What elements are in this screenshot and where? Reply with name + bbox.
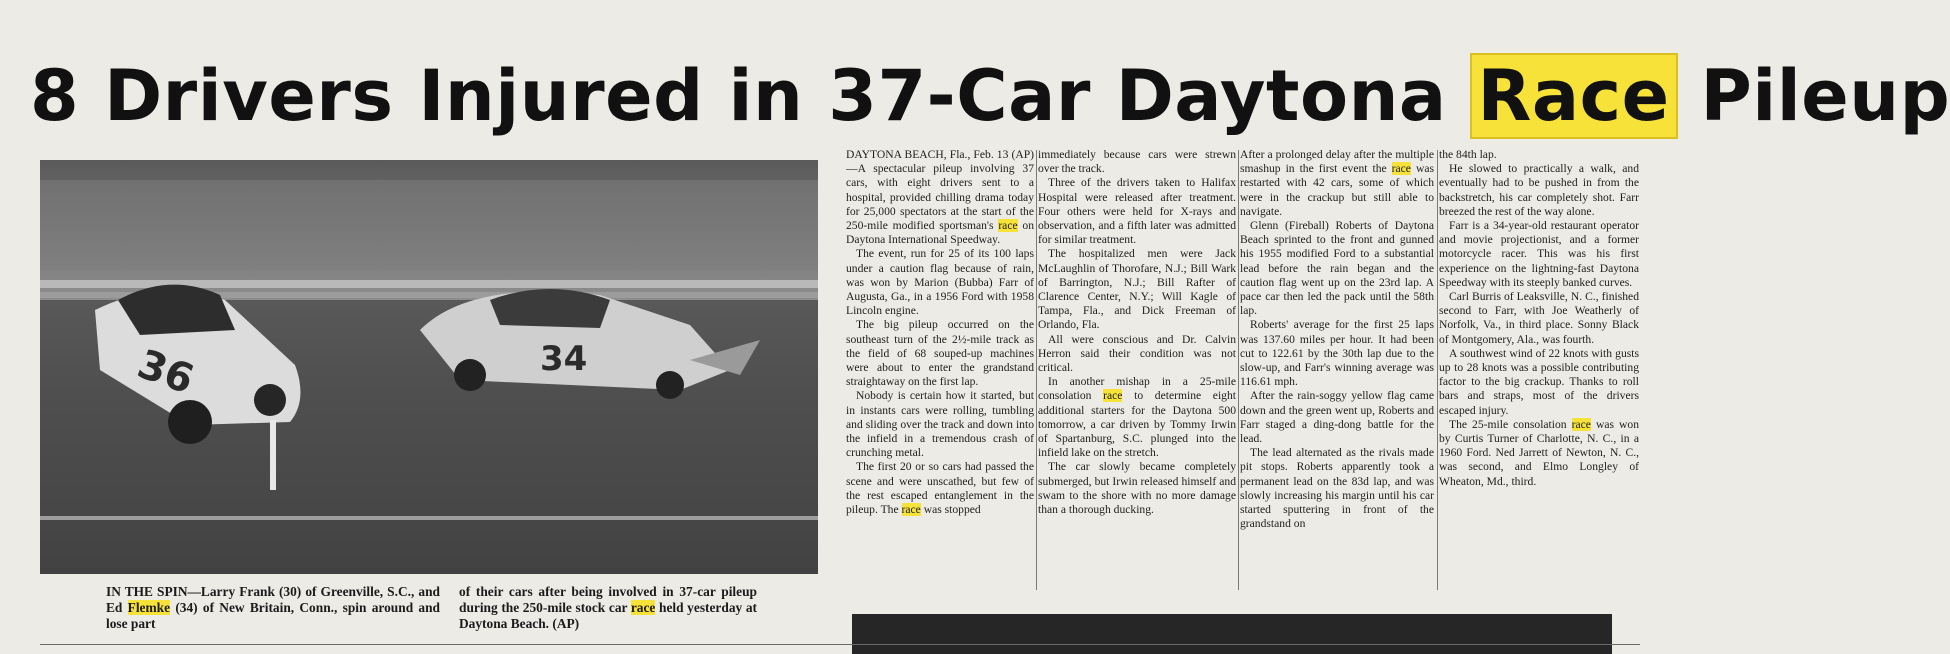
article-paragraph <box>1240 446 1434 531</box>
highlighted-word: race <box>1391 162 1411 176</box>
paragraph-text: The event, run for 25 of its 100 laps under a caution flag because of rain, was won by Marion (Bubba) Farr of Augusta, Ga., in a 1956 Ford with 1958 Lincoln engine. <box>846 247 1034 318</box>
paragraph-text: The big pileup occurred on the southeast turn of the 2½-mile track as the field of 68 souped-up machines were about to enter the grandstand straightaway on the first lap. <box>846 318 1034 389</box>
photo-caption-left <box>106 584 440 632</box>
photo-caption-right <box>459 584 757 632</box>
article-paragraph <box>846 389 1034 460</box>
paragraph-text: The car slowly became completely submerged, but Irwin released himself and swam to the shore with no more damage than a thorough ducking. <box>1038 460 1236 517</box>
caption-text: of their cars after being involved in 37-car pileup during the 250-mile stock car <box>459 584 757 615</box>
article-paragraph <box>1038 247 1236 332</box>
paragraph-text: The 25-mile consolation <box>1449 417 1572 431</box>
caption-highlight: Flemke <box>127 600 171 615</box>
caption-text: (34) of New Britain, Conn., spin around and lose part <box>106 600 440 631</box>
article-paragraph <box>1439 148 1639 162</box>
article-paragraph <box>1439 418 1639 489</box>
paragraph-text: was restarted with 42 cars, some of which were in the crackup but still able to navigate. <box>1240 162 1434 218</box>
paragraph-text: After a prolonged delay after the multiple smashup in the first event the <box>1240 148 1434 176</box>
article-paragraph <box>1038 148 1236 176</box>
highlighted-word: race <box>901 503 921 517</box>
paragraph-text: Glenn (Fireball) Roberts of Daytona Beach sprinted to the front and gunned his 1955 modified Ford to a substantial lead before the rain began and the caution flag went up on the 23rd lap. A pace car then led the pack until the 58th lap. <box>1240 219 1434 318</box>
paragraph-text: He slowed to practically a walk, and eventually had to be pushed in from the backstretch, his car completely shot. Farr breezed the rest of the way alone. <box>1439 162 1639 218</box>
paragraph-text: In another mishap in a 25-mile consolation <box>1038 375 1236 403</box>
paragraph-text: Nobody is certain how it started, but in instants cars were rolling, tumbling and sliding over the track and down into the infield in a tremendous crash of crunching metal. <box>846 389 1034 460</box>
article-paragraph <box>1439 219 1639 290</box>
car-right-number: 34 <box>540 339 588 379</box>
article-paragraph <box>1038 375 1236 460</box>
paragraph-text: to determine eight additional starters for the Daytona 500 tomorrow, a car driven by Tommy Irwin of Spartanburg, S.C. plunged into the infield lake on the stretch. <box>1038 389 1236 460</box>
article-paragraph <box>1240 389 1434 446</box>
article-paragraph <box>1038 176 1236 247</box>
headline <box>30 46 1950 146</box>
headline-text-after: Pileup <box>1675 55 1950 137</box>
photo-illustration <box>40 160 818 574</box>
article-paragraph <box>846 148 1034 247</box>
article-column-2 <box>1038 148 1236 517</box>
track-line <box>40 516 818 520</box>
next-story-photo-strip <box>852 614 1612 654</box>
paragraph-text: was won by Curtis Turner of Charlotte, N. C., in a 1960 Ford. Ned Jarrett of Newton, N. C., was second, and Elmo Longley of Wheaton, Md., third. <box>1439 417 1640 488</box>
paragraph-text: All were conscious and Dr. Calvin Herron said their condition was not critical. <box>1038 332 1236 375</box>
paragraph-text: The lead alternated as the rivals made pit stops. Roberts apparently took a permanent lead on the 83d lap, and was slowly increasing his margin until his car started sputtering in front of the grandstand on <box>1240 446 1434 531</box>
article-column-1 <box>846 148 1034 517</box>
grandstand-backdrop <box>40 180 818 270</box>
article-paragraph <box>1038 333 1236 376</box>
column-divider <box>1036 150 1037 590</box>
caption-text: IN THE SPIN—Larry Frank (30) of Greenville, S.C., and Ed <box>106 584 440 615</box>
caption-highlight: race <box>630 600 656 615</box>
paragraph-text: DAYTONA BEACH, Fla., Feb. 13 (AP)—A spectacular pileup involving 37 cars, with eight drivers sent to a hospital, provided chilling drama today for 25,000 spectators at the start of the 250-mile modified sportsman's <box>846 148 1034 233</box>
article-paragraph <box>846 460 1034 517</box>
paragraph-text: was stopped <box>920 503 981 517</box>
paragraph-text: A southwest wind of 22 knots with gusts up to 28 knots was a possible contributing factor to the big crackup. Thanks to roll bars and straps, most of the drivers escaped injury. <box>1439 346 1639 417</box>
paragraph-text: The first 20 or so cars had passed the scene and were unscathed, but few of the rest escaped entanglement in the pileup. The <box>846 460 1034 517</box>
caption-text: held yesterday at Daytona Beach. (AP) <box>459 600 757 631</box>
paragraph-text: After the rain-soggy yellow flag came down and the green went up, Roberts and Farr staged a ding-dong battle for the lead. <box>1240 389 1434 446</box>
article-column-4 <box>1439 148 1639 489</box>
race-pileup-photo <box>40 160 818 574</box>
article-paragraph <box>1439 162 1639 219</box>
highlighted-word: race <box>1571 417 1591 431</box>
article-paragraph <box>1240 219 1434 318</box>
article-paragraph <box>1240 148 1434 219</box>
paragraph-text: The hospitalized men were Jack McLaughlin of Thorofare, N.J.; Bill Wark of Barrington, N.J.; Bill Rafter of Clarence Center, N.Y.; Will Kagle of Tampa, Fla., and Dick Freeman of Orlando, Fla. <box>1038 247 1236 332</box>
column-divider <box>1437 150 1438 590</box>
highlighted-word: race <box>1103 389 1123 403</box>
paragraph-text: Roberts' average for the first 25 laps was 137.60 miles per hour. It had been cut to 122.61 by the 30th lap due to the slow-up, and Farr's winning average was 116.61 mph. <box>1240 318 1434 389</box>
page-bottom-rule <box>40 644 1640 645</box>
article-paragraph <box>1240 318 1434 389</box>
highlighted-word: race <box>998 219 1018 233</box>
article-paragraph <box>1038 460 1236 517</box>
car-left-number: 36 <box>131 341 200 404</box>
paragraph-text: Farr is a 34-year-old restaurant operator and movie projectionist, and a former motorcycle racer. This was his first experience on the lightning-fast Daytona Speedway with its steeply banked curves. <box>1439 219 1639 289</box>
paragraph-text: on Daytona International Speedway. <box>846 219 1034 247</box>
article-paragraph <box>1439 347 1639 418</box>
headline-text-before: 8 Drivers Injured in 37-Car Daytona <box>30 55 1472 137</box>
article-paragraph <box>846 247 1034 318</box>
headline-highlight-word: Race <box>1472 55 1676 137</box>
paragraph-text: the 84th lap. <box>1439 148 1497 161</box>
article-paragraph <box>846 318 1034 389</box>
article-paragraph <box>1439 290 1639 347</box>
paragraph-text: Carl Burris of Leaksville, N. C., finished second to Farr, with Joe Weatherly of Norfolk, Va., in third place. Sonny Black of Montgomery, Ala., was fourth. <box>1439 290 1639 346</box>
column-divider <box>1238 150 1239 590</box>
paragraph-text: Three of the drivers taken to Halifax Hospital were released after treatment. Four others were held for X-rays and observation, and a fifth later was admitted for similar treatment. <box>1038 176 1236 247</box>
paragraph-text: immediately because cars were strewn over the track. <box>1038 148 1236 176</box>
article-column-3 <box>1240 148 1434 531</box>
